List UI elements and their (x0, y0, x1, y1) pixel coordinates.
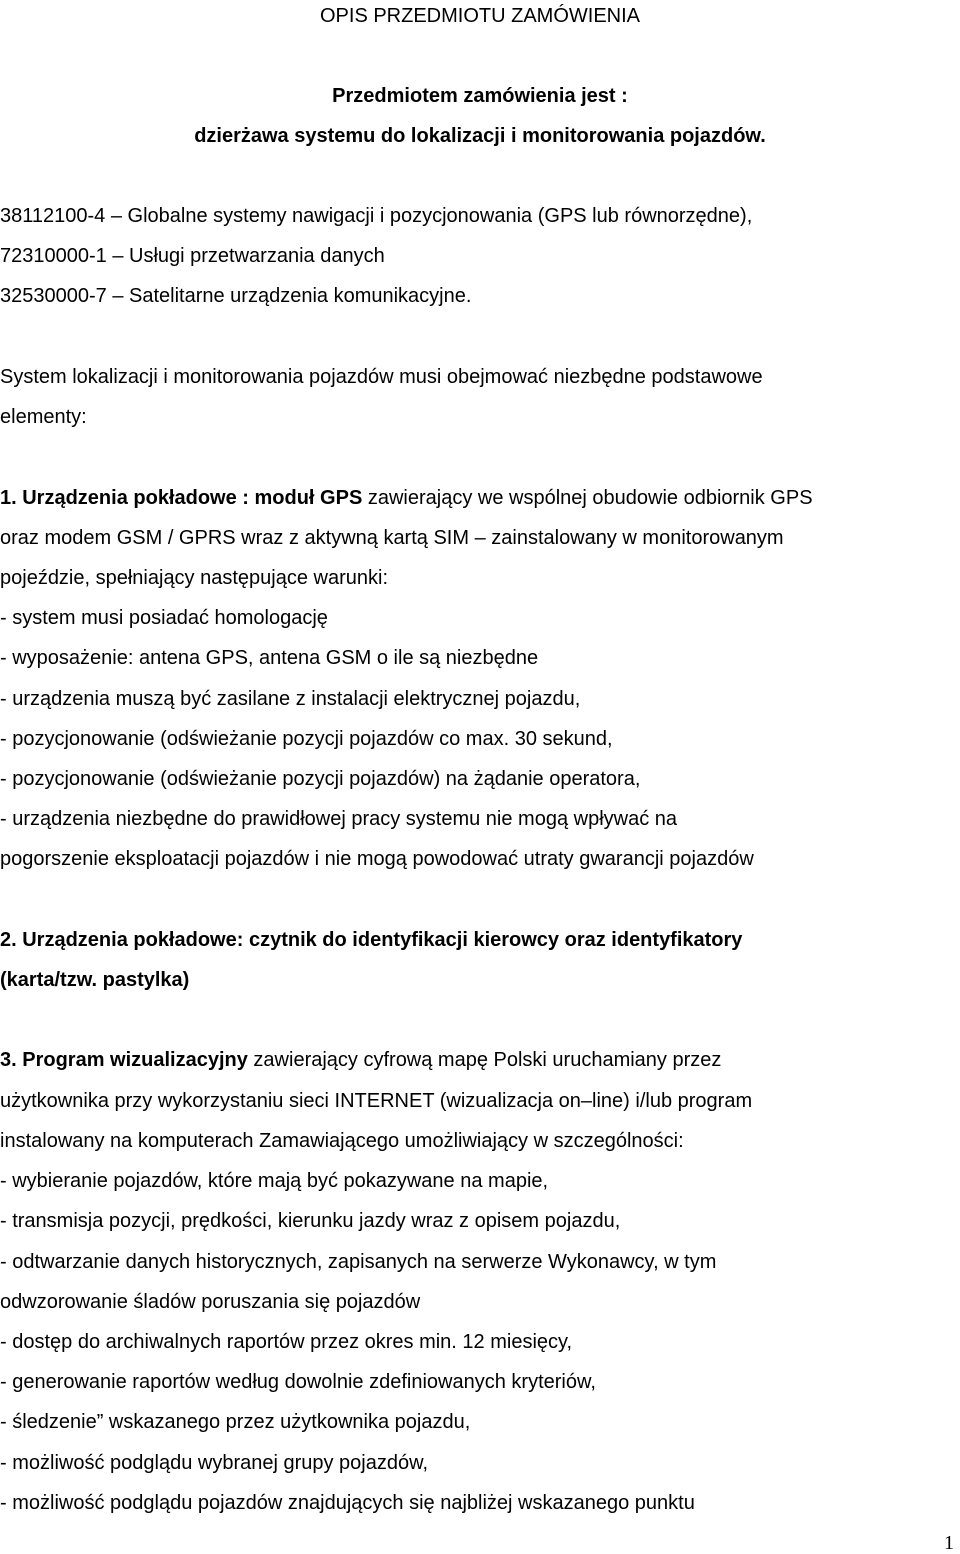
section3-line: - możliwość podglądu wybranej grupy pojazdów, (0, 1452, 429, 1474)
section3-line: - odtwarzanie danych historycznych, zapisanych na serwerze Wykonawcy, w tym (0, 1251, 717, 1273)
section1-line: - urządzenia muszą być zasilane z instalacji elektrycznej pojazdu, (0, 688, 581, 710)
section3-line: - generowanie raportów według dowolnie zdefiniowanych kryteriów, (0, 1371, 596, 1393)
section1-heading-rest: zawierający we wspólnej obudowie odbiornik GPS (362, 487, 813, 509)
section3-heading: 3. Program wizualizacyjny (0, 1049, 248, 1071)
section1-line: - system musi posiadać homologację (0, 607, 328, 629)
section3-line: - wybieranie pojazdów, które mają być pokazywane na mapie, (0, 1170, 549, 1192)
section1-line: pogorszenie eksploatacji pojazdów i nie mogą powodować utraty gwarancji pojazdów (0, 848, 754, 870)
subject-heading: Przedmiotem zamówienia jest : (332, 85, 628, 107)
cpv-code-line: 32530000-7 – Satelitarne urządzenia komunikacyjne. (0, 285, 472, 307)
section3-line: odwzorowanie śladów poruszania się pojazdów (0, 1291, 421, 1313)
section1-line: - pozycjonowanie (odświeżanie pozycji pojazdów) na żądanie operatora, (0, 768, 641, 790)
page-number: 1 (944, 1532, 954, 1554)
section3-line: użytkownika przy wykorzystaniu sieci INTERNET (wizualizacja on–line) i/lub program (0, 1090, 753, 1112)
section2-heading-line: (karta/tzw. pastylka) (0, 969, 190, 991)
section1-line: oraz modem GSM / GPRS wraz z aktywną kartą SIM – zainstalowany w monitorowanym (0, 527, 784, 549)
section2-heading-line: 2. Urządzenia pokładowe: czytnik do identyfikacji kierowcy oraz identyfikatory (0, 929, 743, 951)
intro-line: System lokalizacji i monitorowania pojazdów musi obejmować niezbędne podstawowe (0, 366, 763, 388)
section1-heading: 1. Urządzenia pokładowe : moduł GPS (0, 487, 363, 509)
section3-line: instalowany na komputerach Zamawiającego umożliwiający w szczególności: (0, 1130, 684, 1152)
section1-line: - urządzenia niezbędne do prawidłowej pracy systemu nie mogą wpływać na (0, 808, 678, 830)
section3-first-line (0, 1048, 721, 1072)
section3-heading-rest: zawierający cyfrową mapę Polski uruchamiany przez (247, 1049, 722, 1071)
document-title: OPIS PRZEDMIOTU ZAMÓWIENIA (319, 5, 640, 27)
section3-line: - możliwość podglądu pojazdów znajdujących się najbliżej wskazanego punktu (0, 1492, 695, 1514)
subject-text: dzierżawa systemu do lokalizacji i monitorowania pojazdów. (194, 125, 766, 147)
section3-line: - transmisja pozycji, prędkości, kierunku jazdy wraz z opisem pojazdu, (0, 1210, 621, 1232)
section1-line: - pozycjonowanie (odświeżanie pozycji pojazdów co max. 30 sekund, (0, 728, 613, 750)
cpv-code-line: 72310000-1 – Usługi przetwarzania danych (0, 245, 385, 267)
section1-line: - wyposażenie: antena GPS, antena GSM o ile są niezbędne (0, 647, 539, 669)
intro-line: elementy: (0, 406, 87, 428)
section1-first-line (0, 486, 813, 510)
section3-line: - dostęp do archiwalnych raportów przez okres min. 12 miesięcy, (0, 1331, 573, 1353)
section1-line: pojeździe, spełniający następujące warunki: (0, 567, 389, 589)
section3-line: - śledzenie” wskazanego przez użytkownika pojazdu, (0, 1411, 471, 1433)
cpv-code-line: 38112100-4 – Globalne systemy nawigacji i pozycjonowania (GPS lub równorzędne), (0, 205, 753, 227)
